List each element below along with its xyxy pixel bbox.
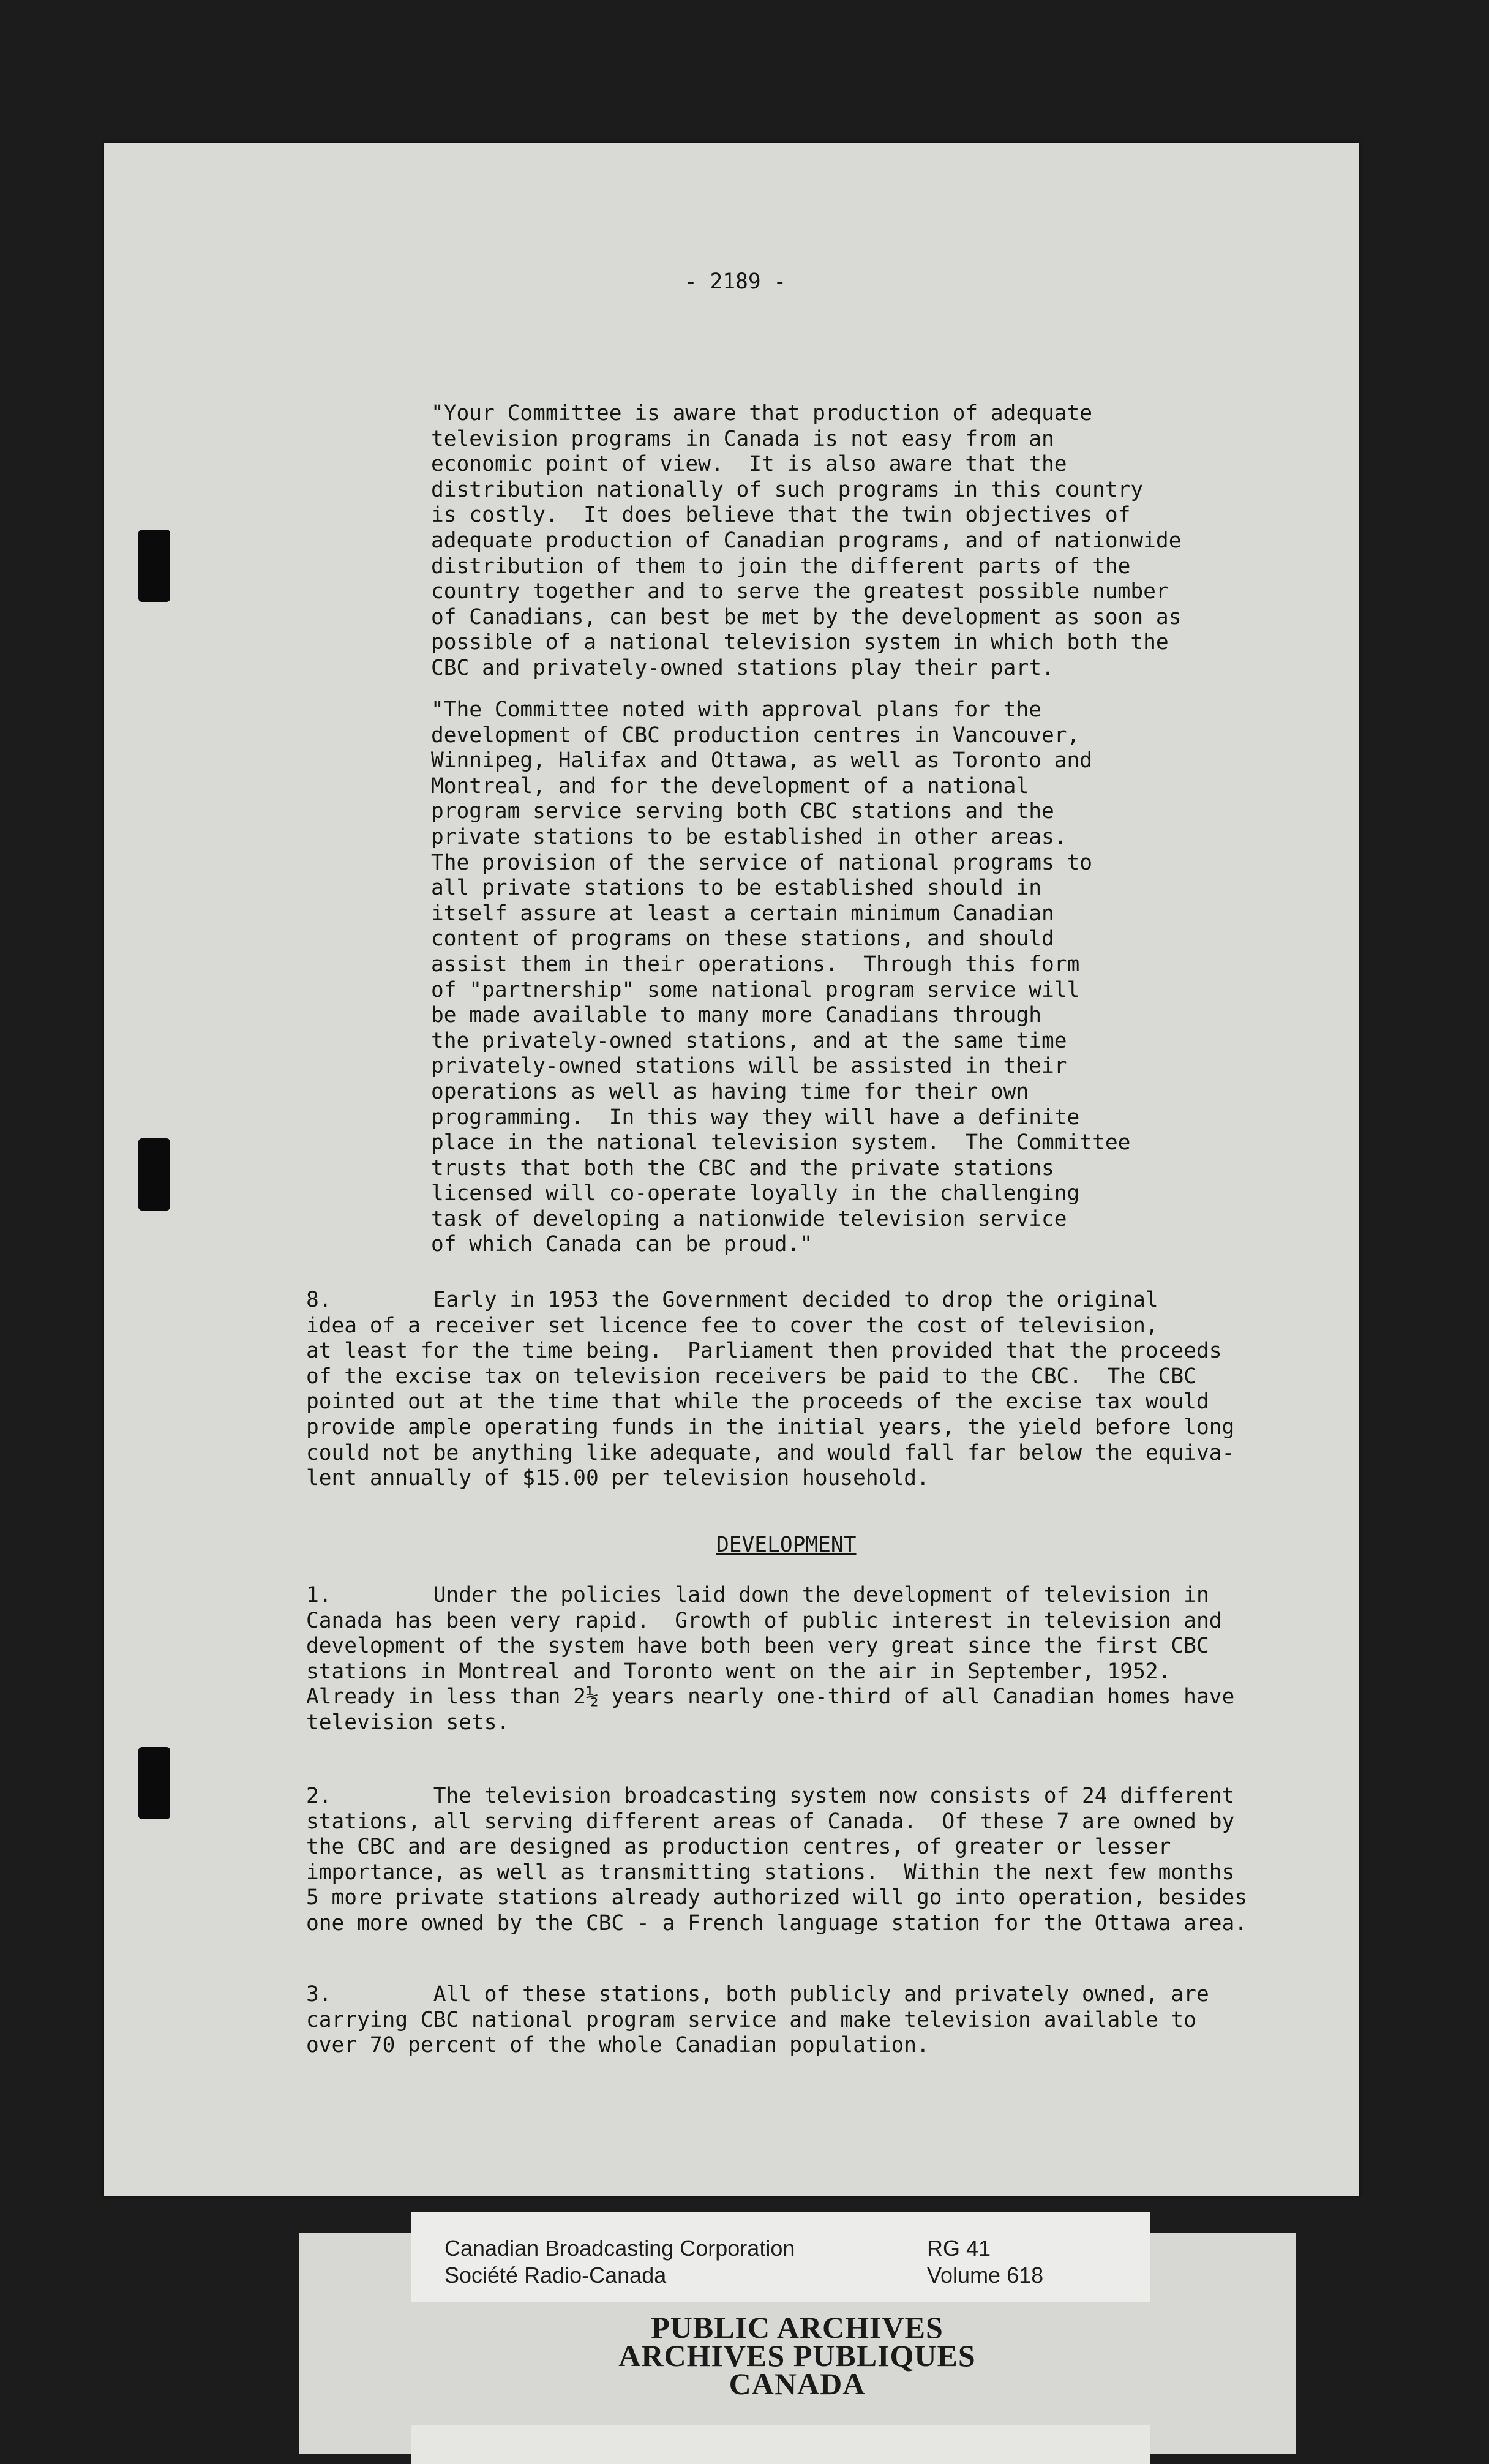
document-page (104, 143, 1359, 2196)
stamp-line: CANADA (729, 2367, 866, 2401)
record-group: RG 41 (927, 2236, 991, 2261)
organization-name-en: Canadian Broadcasting Corporation (444, 2236, 795, 2261)
committee-quote-1: "Your Committee is aware that production of adequate television programs in Canada is not easy from an economic point of view. It is also aware that the distribution nationally of such programs in this country is costly. It does believe that the twin objectives of adequate production of Canadian programs, and of nationwide distribution of them to join the different parts of the country together and to serve the greatest possible number of Canadians, can best be met by the development as soon as possible of a national television system in which both the CBC and privately-owned stations play their part. (431, 401, 1182, 680)
committee-quote-2: "The Committee noted with approval plans for the development of CBC production centres in Vancouver, Winnipeg, Halifax and Ottawa, as well as Toronto and Montreal, and for the development of a national program service serving both CBC stations and the private stations to be established in other areas. The provision of the service of national programs to all private stations to be established should in itself assure at least a certain minimum Canadian content of programs on these stations, and should assist them in their operations. Through this form of "partnership" some national program service will be made available to many more Canadians through the privately-owned stations, and at the same time privately-owned stations will be assisted in their operations as well as having time for their own programming. In this way they will have a definite place in the national television system. The Committee trusts that both the CBC and the private stations licensed will co-operate loyally in the challenging task of developing a nationwide television service of which Canada can be proud." (431, 697, 1131, 1257)
section-heading: DEVELOPMENT (716, 1533, 857, 1557)
stamp-line: ARCHIVES PUBLIQUES (618, 2338, 976, 2373)
stamp-line: PUBLIC ARCHIVES (651, 2310, 943, 2345)
organization-name-fr: Société Radio-Canada (444, 2263, 667, 2288)
binder-hole (138, 530, 170, 602)
volume-number: Volume 618 (927, 2263, 1044, 2288)
page-number: - 2189 - (684, 269, 787, 294)
archive-label (411, 2212, 1150, 2302)
archives-stamp (299, 2310, 1296, 2401)
development-paragraph-3: 3. All of these stations, both publicly and privately owned, are carrying CBC national program service and make television available to over 70 percent of the whole Canadian population. (306, 1982, 1209, 2058)
binder-hole (138, 1747, 170, 1819)
development-paragraph-1: 1. Under the policies laid down the development of television in Canada has been very rapid. Growth of public interest in television and development of the system have both been very great since the first CBC stations in Montreal and Toronto went on the air in September, 1952. Already in less than 2½ years nearly one-third of all Canadian homes have television sets. (306, 1583, 1235, 1735)
development-paragraph-2: 2. The television broadcasting system now consists of 24 different stations, all serving different areas of Canada. Of these 7 are owned by the CBC and are designed as production centres, of greater or lesser importance, as well as transmitting stations. Within the next few months 5 more private stations already authorized will go into operation, besides one more owned by the CBC - a French language station for the Ottawa area. (306, 1784, 1248, 1936)
paragraph-8: 8. Early in 1953 the Government decided to drop the original idea of a receiver set licence fee to cover the cost of television, at least for the time being. Parliament then provided that the proceeds of the excise tax on television receivers be paid to the CBC. The CBC pointed out at the time that while the proceeds of the excise tax would provide ample operating funds in the initial years, the yield before long could not be anything like adequate, and would fall far below the equiva- lent annually of $15.00 per television household. (306, 1288, 1235, 1491)
binder-hole (138, 1138, 170, 1211)
label-bottom-strip (411, 2425, 1150, 2464)
